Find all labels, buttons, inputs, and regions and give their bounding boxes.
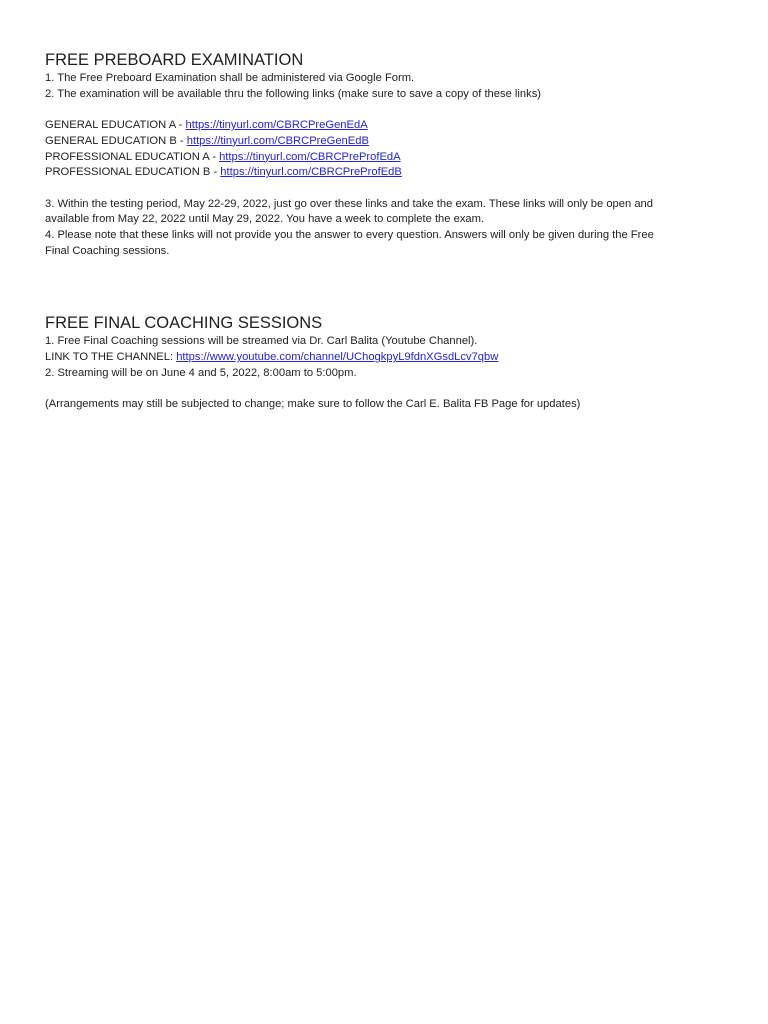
link-prof-ed-b[interactable]: https://tinyurl.com/CBRCPreProfEdB bbox=[220, 166, 402, 179]
coaching-note: (Arrangements may still be subjected to change; make sure to follow the Carl E. Balita FB Page for updates) bbox=[45, 398, 581, 411]
spacer bbox=[45, 382, 723, 398]
coaching-title: FREE FINAL COACHING SESSIONS bbox=[45, 314, 323, 333]
spacer bbox=[45, 102, 723, 118]
coaching-section bbox=[45, 313, 723, 413]
preboard-item-1: 1. The Free Preboard Examination shall be administered via Google Form. bbox=[45, 72, 415, 84]
link-label-gen-ed-a: GENERAL EDUCATION A - bbox=[45, 119, 186, 132]
spacer bbox=[45, 181, 723, 197]
preboard-item-3-line-2: available from May 22, 2022 until May 29, 2022. You have a week to complete the exam. bbox=[45, 213, 485, 226]
preboard-item-3-line-1: 3. Within the testing period, May 22-29, 2022, just go over these links and take the exam. These links will only be open and bbox=[45, 197, 653, 210]
coaching-item-2: 2. Streaming will be on June 4 and 5, 2022, 8:00am to 5:00pm. bbox=[45, 366, 357, 379]
channel-link-label: LINK TO THE CHANNEL: bbox=[45, 351, 177, 364]
link-label-prof-ed-b: PROFESSIONAL EDUCATION B - bbox=[45, 166, 221, 179]
link-label-gen-ed-b: GENERAL EDUCATION B - bbox=[45, 134, 187, 147]
preboard-section bbox=[45, 50, 723, 259]
link-row-gen-ed-a bbox=[45, 118, 723, 134]
link-row-gen-ed-b bbox=[45, 134, 723, 150]
preboard-title: FREE PREBOARD EXAMINATION bbox=[45, 51, 304, 69]
preboard-item-2: 2. The examination will be available thru the following links (make sure to save a copy of these links) bbox=[45, 87, 542, 100]
link-row-prof-ed-b bbox=[45, 165, 723, 181]
preboard-item-4-line-2: Final Coaching sessions. bbox=[45, 244, 170, 257]
link-prof-ed-a[interactable]: https://tinyurl.com/CBRCPreProfEdA bbox=[219, 150, 401, 163]
channel-link-row bbox=[45, 350, 723, 366]
preboard-item-4-line-1: 4. Please note that these links will not provide you the answer to every question. Answers will only be given during the Free bbox=[45, 229, 654, 241]
link-label-prof-ed-a: PROFESSIONAL EDUCATION A - bbox=[45, 150, 220, 163]
link-row-prof-ed-a bbox=[45, 150, 723, 166]
link-gen-ed-a[interactable]: https://tinyurl.com/CBRCPreGenEdA bbox=[185, 119, 368, 132]
channel-link[interactable]: https://www.youtube.com/channel/UChogkpyL9fdnXGsdLcv7qbw bbox=[176, 351, 499, 364]
link-gen-ed-b[interactable]: https://tinyurl.com/CBRCPreGenEdB bbox=[186, 134, 369, 147]
coaching-item-1: 1. Free Final Coaching sessions will be streamed via Dr. Carl Balita (Youtube Channel). bbox=[45, 335, 478, 348]
